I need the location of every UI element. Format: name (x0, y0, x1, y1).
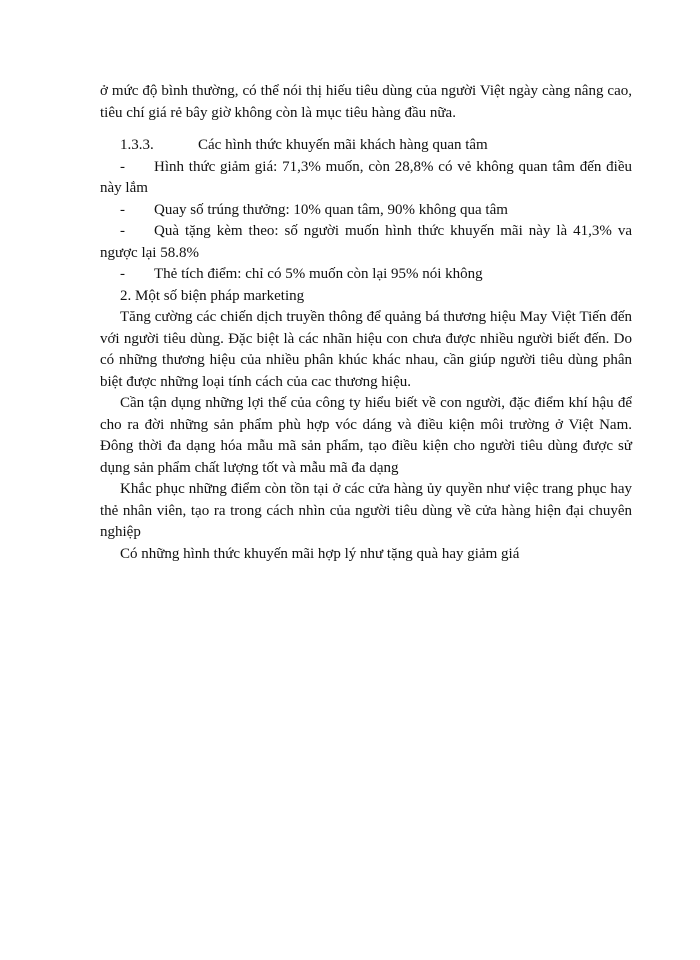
bullet-text: Thẻ tích điểm: chỉ có 5% muốn còn lại 95% nói không (154, 266, 483, 282)
bullet-text: Hình thức giảm giá: 71,3% muốn, còn 28,8% có vẻ không quan tâm đến điều này lắm (100, 158, 632, 196)
bullet-marker: - (120, 266, 125, 282)
bullet-marker: - (120, 201, 125, 218)
section-heading-1-3-3 (100, 135, 632, 157)
paragraph-company-advantage: Cần tận dụng những lợi thế của công ty hiểu biết về con người, đặc điểm khí hậu để cho ra đời những sản phẩm phù hợp vóc dáng và điều kiện môi trường ở Việt Nam. Đông thời đa dạng hóa mẫu mã sản phẩm, tạo điều kiện cho người tiêu dùng được sử dụng sản phẩm chất lượng tốt và mẫu mã đa dạng (100, 395, 632, 476)
bullet-text: Quà tặng kèm theo: số người muốn hình thức khuyến mãi này là 41,3% va ngược lại 58.8% (100, 223, 632, 261)
intro-paragraph: ở mức độ bình thường, có thể nói thị hiếu tiêu dùng của người Việt ngày càng nâng cao, tiêu chí giá rẻ bây giờ không còn là mục tiêu hàng đầu nữa. (100, 83, 632, 121)
bullet-marker: - (120, 158, 125, 175)
paragraph-promotions: Có những hình thức khuyến mãi hợp lý như tặng quà hay giảm giá (120, 545, 520, 562)
bullet-text: Quay số trúng thưởng: 10% quan tâm, 90% không qua tâm (154, 201, 508, 218)
bullet-marker: - (120, 223, 125, 239)
paragraph-media-campaign: Tăng cường các chiến dịch truyền thông để quảng bá thương hiệu May Việt Tiến đến với người tiêu dùng. Đặc biệt là các nhãn hiệu con chưa được nhiều người biết đến. Do có những thương hiệu của nhiều phân khúc khác nhau, cần giúp người tiêu dùng phân biệt được những loại tính cách của cac thương hiệu. (100, 309, 632, 390)
document-body (100, 81, 632, 565)
bullet-item-gift (100, 221, 632, 264)
bullet-item-discount (100, 157, 632, 200)
section-heading-2: 2. Một số biện pháp marketing (120, 287, 305, 304)
paragraph-store-improvement: Khắc phục những điểm còn tồn tại ở các cửa hàng ủy quyền như việc trang phục hay thẻ nhân viên, tạo ra trong cách nhìn của người tiêu dùng về cửa hàng hiện đại chuyên nghiệp (100, 481, 632, 540)
bullet-item-loyalty-card (100, 264, 632, 286)
bullet-item-lottery (100, 200, 632, 222)
section-number: 1.3.3. (120, 137, 154, 153)
section-title: Các hình thức khuyến mãi khách hàng quan tâm (198, 137, 488, 153)
